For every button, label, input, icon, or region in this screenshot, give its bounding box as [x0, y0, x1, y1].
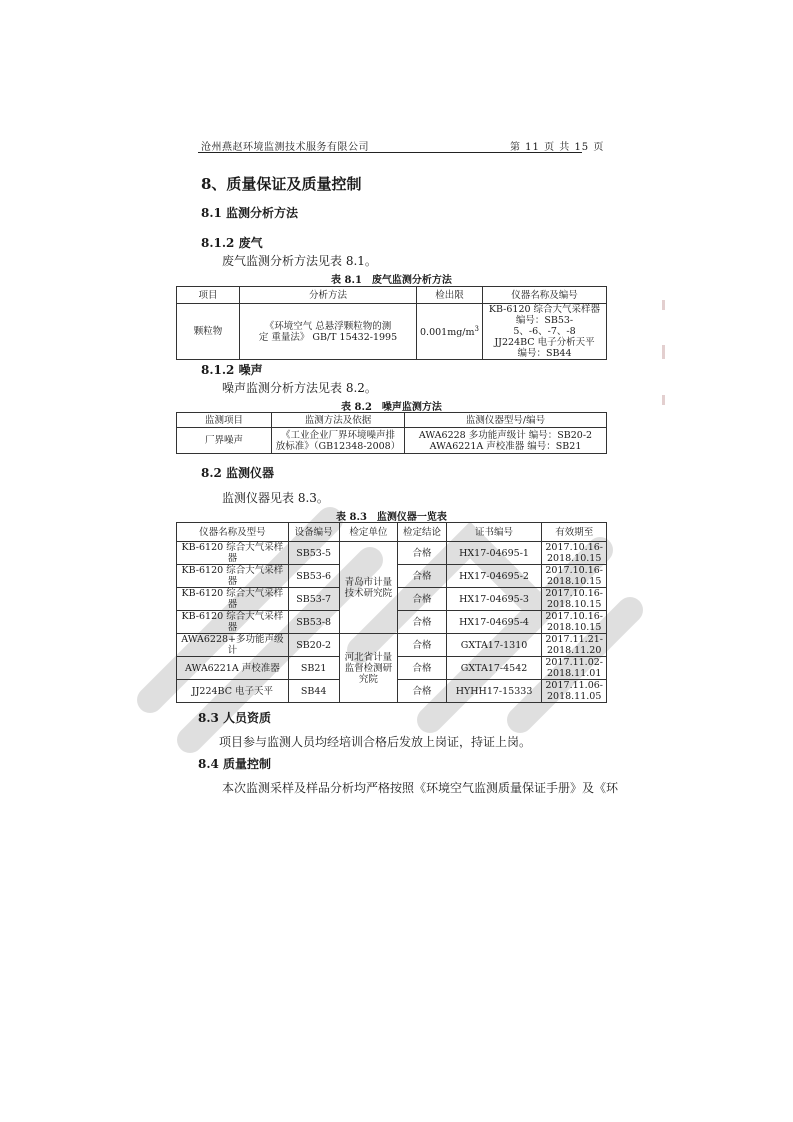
- valid-to: 2018.11.05: [546, 691, 602, 702]
- cell-item: 颗粒物: [177, 304, 240, 360]
- method-line: 放标准》（GB12348-2008）: [275, 440, 401, 452]
- col-header: 检定单位: [339, 523, 398, 542]
- cell-cert: HX17-04695-1: [446, 542, 542, 565]
- cell-org: [339, 634, 398, 703]
- table-row: [177, 634, 607, 657]
- valid-from: 2017.10.16-: [545, 542, 603, 553]
- col-header: 监测仪器型号/编号: [405, 413, 607, 428]
- cell-name: KB-6120 综合大气采样器: [177, 611, 289, 634]
- noise-intro-text: 噪声监测分析方法见表 8.2。: [222, 381, 377, 395]
- table-8-1-caption: 表 8.1 废气监测分析方法: [331, 275, 452, 286]
- inst-line: AWA6228 多功能声级计 编号：SB20-2: [418, 429, 593, 441]
- valid-to: 2018.10.15: [546, 622, 602, 633]
- personnel-text: 项目参与监测人员均经培训合格后发放上岗证，持证上岗。: [219, 735, 532, 749]
- section-8-title: 8、质量保证及质量控制: [201, 175, 362, 193]
- cell-valid: [542, 611, 607, 634]
- col-header: 仪器名称及型号: [177, 523, 289, 542]
- cell-result: 合格: [398, 565, 446, 588]
- cell-valid: [542, 680, 607, 703]
- method-line: 《工业企业厂界环境噪声排: [280, 429, 395, 441]
- col-header: 有效期至: [542, 523, 607, 542]
- method-line: 定 重量法》 GB/T 15432-1995: [258, 331, 398, 343]
- inst-line: 编号：SB53-5、-6、-7、-8: [513, 315, 576, 337]
- org-line: 青岛市计量: [344, 576, 393, 588]
- cell-id: SB44: [288, 680, 339, 703]
- cell-cert: HX17-04695-2: [446, 565, 542, 588]
- valid-to: 2018.10.15: [546, 553, 602, 564]
- table-gas-methods: [176, 286, 607, 360]
- cell-valid: [542, 542, 607, 565]
- cell-name: KB-6120 综合大气采样器: [177, 588, 289, 611]
- col-header: 检定结论: [398, 523, 446, 542]
- col-header: 分析方法: [240, 287, 417, 304]
- section-8-1-2-gas-title: 8.1.2 废气: [201, 236, 263, 250]
- section-8-4-title: 8.4 质量控制: [198, 757, 272, 771]
- section-8-3-title: 8.3 人员资质: [198, 711, 272, 725]
- col-header: 检出限: [417, 287, 483, 304]
- cell-valid: [542, 588, 607, 611]
- cell-name: JJ224BC 电子天平: [177, 680, 289, 703]
- valid-from: 2017.10.16-: [545, 611, 603, 622]
- inst-line: AWA6221A 声校准器 编号：SB21: [429, 440, 582, 452]
- section-8-1-2-noise-title: 8.1.2 噪声: [201, 363, 263, 377]
- inst-line: 编号：SB44: [517, 348, 572, 359]
- cell-id: SB21: [288, 657, 339, 680]
- table-8-2-caption: 表 8.2 噪声监测方法: [341, 402, 442, 413]
- col-header: 证书编号: [446, 523, 542, 542]
- cell-name: KB-6120 综合大气采样器: [177, 542, 289, 565]
- inst-line: JJ224BC 电子分析天平: [494, 337, 595, 348]
- valid-from: 2017.10.16-: [545, 565, 603, 576]
- cell-result: 合格: [398, 542, 446, 565]
- cell-valid: [542, 634, 607, 657]
- cell-result: 合格: [398, 611, 446, 634]
- edge-stamp-mark: [662, 395, 665, 405]
- table-noise-methods: [176, 412, 607, 454]
- cell-id: SB20-2: [288, 634, 339, 657]
- cell-valid: [542, 657, 607, 680]
- col-header: 仪器名称及编号: [482, 287, 606, 304]
- cell-name: KB-6120 综合大气采样器: [177, 565, 289, 588]
- cell-instrument: [482, 304, 606, 360]
- cell-id: SB53-6: [288, 565, 339, 588]
- valid-from: 2017.11.06-: [545, 680, 603, 691]
- cell-name: AWA6221A 声校准器: [177, 657, 289, 680]
- cell-result: 合格: [398, 680, 446, 703]
- col-header: 设备编号: [288, 523, 339, 542]
- cell-item: 厂界噪声: [177, 428, 272, 454]
- cell-method: [272, 428, 405, 454]
- valid-to: 2018.11.20: [546, 645, 602, 656]
- valid-to: 2018.10.15: [546, 599, 602, 610]
- cell-org: [339, 542, 398, 634]
- quality-control-text: 本次监测采样及样品分析均严格按照《环境空气监测质量保证手册》及《环: [222, 781, 619, 795]
- edge-stamp-mark: [662, 345, 665, 359]
- cell-cert: HX17-04695-3: [446, 588, 542, 611]
- cell-instrument: [405, 428, 607, 454]
- cell-valid: [542, 565, 607, 588]
- cell-result: 合格: [398, 634, 446, 657]
- instruments-intro-text: 监测仪器见表 8.3。: [222, 491, 329, 505]
- inst-line: KB-6120 综合大气采样器: [488, 304, 601, 315]
- col-header: 监测项目: [177, 413, 272, 428]
- cell-id: SB53-8: [288, 611, 339, 634]
- table-8-3-caption: 表 8.3 监测仪器一览表: [336, 512, 447, 523]
- table-row: [177, 542, 607, 565]
- cell-cert: GXTA17-1310: [446, 634, 542, 657]
- org-line: 技术研究院: [344, 587, 393, 599]
- cell-result: 合格: [398, 588, 446, 611]
- org-line: 河北省计量: [344, 651, 393, 663]
- cell-id: SB53-7: [288, 588, 339, 611]
- cell-cert: GXTA17-4542: [446, 657, 542, 680]
- header-rule: [198, 152, 582, 153]
- valid-from: 2017.11.02-: [545, 657, 603, 668]
- cell-cert: HYHH17-15333: [446, 680, 542, 703]
- org-line: 究院: [358, 673, 378, 685]
- cell-limit: [417, 304, 483, 360]
- cell-result: 合格: [398, 657, 446, 680]
- cell-name: AWA6228+多功能声级计: [177, 634, 289, 657]
- org-line: 监督检测研: [344, 662, 393, 674]
- limit-sup: 3: [474, 325, 479, 334]
- edge-stamp-mark: [662, 300, 665, 310]
- valid-from: 2017.10.16-: [545, 588, 603, 599]
- table-instruments: [176, 522, 607, 703]
- cell-method: [240, 304, 417, 360]
- cell-id: SB53-5: [288, 542, 339, 565]
- header-company: 沧州燕赵环境监测技术服务有限公司: [201, 142, 369, 153]
- method-line: 《环境空气 总悬浮颗粒物的测: [264, 320, 392, 332]
- valid-to: 2018.10.15: [546, 576, 602, 587]
- valid-from: 2017.11.21-: [545, 634, 603, 645]
- col-header: 监测方法及依据: [272, 413, 405, 428]
- col-header: 项目: [177, 287, 240, 304]
- cell-cert: HX17-04695-4: [446, 611, 542, 634]
- header-page-info: 第 11 页 共 15 页: [510, 142, 605, 153]
- section-8-2-title: 8.2 监测仪器: [201, 466, 275, 480]
- section-8-1-title: 8.1 监测分析方法: [201, 206, 299, 220]
- limit-value: 0.001mg/m: [420, 327, 475, 339]
- valid-to: 2018.11.01: [546, 668, 602, 679]
- gas-intro-text: 废气监测分析方法见表 8.1。: [222, 254, 377, 268]
